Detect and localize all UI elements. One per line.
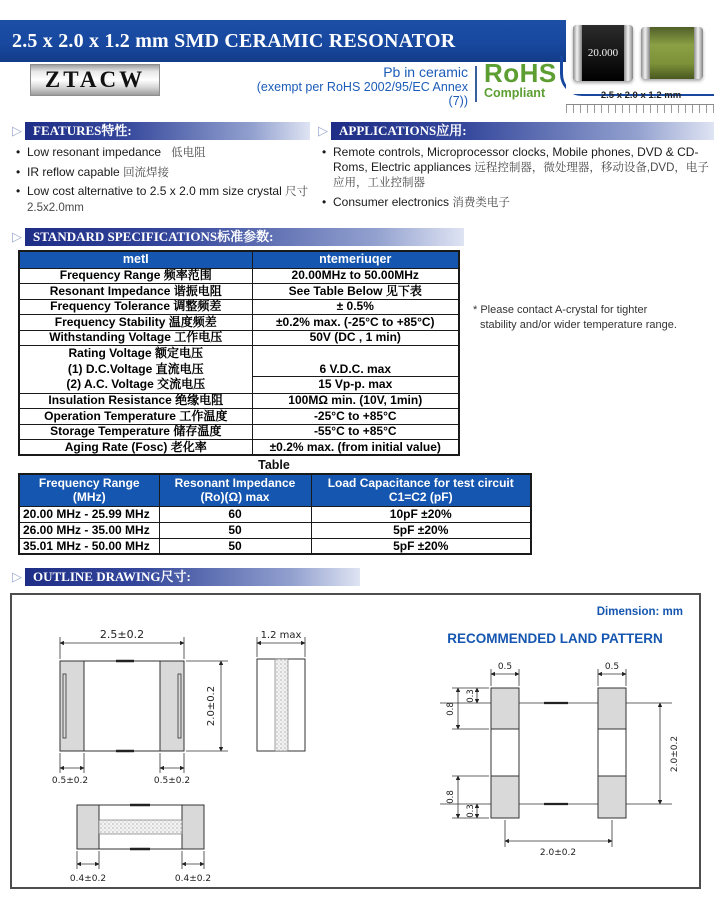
- specifications-heading: STANDARD SPECIFICATIONS标准参数:: [25, 228, 464, 246]
- spec-row: [19, 268, 459, 284]
- rohs-badge: [484, 60, 564, 100]
- spec-col-item: metI: [19, 251, 252, 268]
- chip-terminal: [641, 27, 650, 79]
- dim-label: 2.5±0.2: [99, 628, 145, 641]
- spec-label: Operation Temperature 工作温度: [19, 409, 252, 425]
- spec-label: Withstanding Voltage 工作电压: [19, 330, 252, 346]
- freq-table: [18, 473, 532, 555]
- chip-frequency-marking: 20.000: [587, 46, 619, 59]
- top-side-view-drawing: [32, 607, 347, 797]
- size-caption: 2.5 x 2.0 x 1.2 mm: [600, 90, 682, 101]
- applications-heading: APPLICATIONS应用:: [331, 122, 714, 140]
- feature-text-cn: 尺寸2.5x2.0mm: [27, 186, 309, 214]
- land-pattern-title: RECOMMENDED LAND PATTERN: [447, 631, 663, 646]
- freq-header-row: [19, 474, 531, 506]
- spec-label: Insulation Resistance 绝缘电阻: [19, 393, 252, 409]
- dim-label: 0.5: [497, 662, 513, 672]
- page-title: 2.5 x 2.0 x 1.2 mm SMD CERAMIC RESONATOR: [12, 30, 456, 52]
- list-item: [322, 195, 710, 211]
- spec-value: -55°C to +85°C: [252, 424, 459, 440]
- features-section-header: [12, 122, 310, 140]
- header-line: (Ro)(Ω) max: [200, 490, 270, 505]
- header-bar: [0, 20, 572, 62]
- feature-text-cn: 回流焊接: [123, 166, 170, 179]
- header-line: (MHz): [72, 490, 106, 505]
- product-photo: [566, 12, 714, 94]
- header-line: Load Capacitance for test circuit: [327, 476, 514, 491]
- list-item: [16, 145, 316, 161]
- chevron-right-icon: ▷: [12, 229, 22, 244]
- spec-value: ± 0.5%: [252, 299, 459, 315]
- pb-line: (exempt per RoHS 2002/95/EC Annex (7)): [256, 80, 468, 108]
- spec-row: [19, 299, 459, 315]
- spec-header-row: [19, 251, 459, 268]
- spec-voltage-group-row: [19, 346, 459, 394]
- table-row: [19, 538, 531, 554]
- freq-col-header: [311, 474, 531, 506]
- table-row: [19, 522, 531, 538]
- spec-value: ±0.2% max. (from initial value): [252, 440, 459, 456]
- spec-value: ±0.2% max. (-25°C to +85°C): [252, 315, 459, 331]
- spec-value: 100MΩ min. (10V, 1min): [252, 393, 459, 409]
- spec-row: [19, 409, 459, 425]
- note-line: * Please contact A-crystal for tighter: [473, 304, 648, 316]
- spec-row: [19, 393, 459, 409]
- outline-drawing-box: [10, 593, 701, 889]
- spec-value-line: 15 Vp-p. max: [318, 377, 393, 391]
- spec-value-line: [253, 346, 459, 362]
- spec-label: Frequency Tolerance 调整频差: [19, 299, 252, 315]
- chip-terminal: [694, 27, 703, 79]
- spec-value-line: 6 V.D.C. max: [253, 362, 459, 378]
- spec-value: 50V (DC , 1 min): [252, 330, 459, 346]
- header-line: C1=C2 (pF): [388, 490, 453, 505]
- resonator-photo-green: [641, 27, 703, 79]
- ruler-graphic: [566, 104, 714, 113]
- spec-table: [18, 250, 460, 456]
- rohs-compliant-label: Compliant: [484, 86, 546, 100]
- note-line: stability and/or wider temperature range.: [480, 319, 677, 331]
- dim-label: 0.4±0.2: [174, 874, 212, 884]
- spec-row: [19, 330, 459, 346]
- header-line: Resonant Impedance: [174, 476, 296, 491]
- application-text: Remote controls, Microprocessor clocks, Mobile phones, DVD & CD-Roms, Electric appliances: [333, 145, 699, 174]
- chevron-right-icon: ▷: [12, 123, 22, 138]
- cell-impedance: 50: [159, 538, 311, 554]
- spec-label: Storage Temperature 储存温度: [19, 424, 252, 440]
- list-item: [322, 145, 710, 191]
- feature-text-cn: 低电阻: [171, 147, 206, 159]
- rohs-label: RoHS: [484, 58, 557, 88]
- feature-text: Low cost alternative to 2.5 x 2.0 mm size crystal: [27, 184, 282, 198]
- vertical-divider: [475, 66, 477, 102]
- spec-label: Frequency Stability 温度频差: [19, 315, 252, 331]
- spec-label: Resonant Impedance 谐振电阻: [19, 284, 252, 300]
- dim-label: 0.8: [446, 702, 456, 716]
- cell-load-capacitance: 10pF ±20%: [311, 506, 531, 522]
- feature-text: Low resonant impedance: [27, 145, 162, 159]
- spec-label-line: Rating Voltage 额定电压: [68, 346, 203, 360]
- dim-label: 2.0±0.2: [206, 685, 217, 727]
- freq-col-header: [159, 474, 311, 506]
- resonator-photo-black: [573, 25, 633, 81]
- specifications-section-header: [12, 228, 464, 246]
- spec-row: [19, 440, 459, 456]
- dim-label: 0.3: [466, 689, 476, 703]
- dim-label: 1.2 max: [260, 630, 302, 641]
- features-heading: FEATURES特性:: [25, 122, 310, 140]
- dim-label: 2.0±0.2: [539, 848, 577, 858]
- spec-row: [19, 315, 459, 331]
- series-logo: ZTACW: [30, 64, 160, 96]
- chevron-right-icon: ▷: [318, 123, 328, 138]
- outline-heading: OUTLINE DRAWING尺寸:: [25, 568, 360, 586]
- spec-value: See Table Below 见下表: [252, 284, 459, 300]
- spec-label: Aging Rate (Fosc) 老化率: [19, 440, 252, 456]
- spec-label-line: (2) A.C. Voltage 交流电压: [66, 377, 206, 391]
- spec-label-line: (1) D.C.Voltage 直流电压: [67, 361, 204, 376]
- freq-table-caption: Table: [258, 458, 290, 472]
- spec-row: [19, 284, 459, 300]
- dim-label: 0.3: [466, 804, 476, 818]
- dim-label: 0.5: [604, 662, 620, 672]
- outline-section-header: [12, 568, 360, 586]
- application-text-cn: 消费类电子: [452, 196, 510, 209]
- contact-note: [473, 303, 705, 333]
- cell-impedance: 60: [159, 506, 311, 522]
- cell-frequency-range: 26.00 MHz - 35.00 MHz: [19, 522, 159, 538]
- features-list: [16, 145, 316, 219]
- application-text: Consumer electronics: [333, 194, 450, 209]
- pb-exemption-note: [240, 64, 468, 108]
- dim-label: 0.4±0.2: [69, 874, 107, 884]
- list-item: [16, 165, 316, 181]
- cell-frequency-range: 35.01 MHz - 50.00 MHz: [19, 538, 159, 554]
- spec-label: [19, 346, 252, 394]
- spec-value: [252, 346, 459, 394]
- freq-col-header: [19, 474, 159, 506]
- bottom-view-drawing: [32, 795, 347, 889]
- applications-section-header: [318, 122, 714, 140]
- spec-row: [19, 424, 459, 440]
- spec-col-requirement: ntemeriuqer: [252, 251, 459, 268]
- dim-label: 0.8: [446, 790, 456, 804]
- list-item: [16, 184, 316, 215]
- application-text-cn: 远程控制器，微处理器，移动设备,DVD，电子应用，工业控制器: [333, 161, 709, 189]
- land-pattern-drawing: [432, 655, 696, 883]
- cell-load-capacitance: 5pF ±20%: [311, 522, 531, 538]
- feature-text: IR reflow capable: [27, 164, 120, 179]
- spec-value: 20.00MHz to 50.00MHz: [252, 268, 459, 284]
- header-line: Frequency Range: [38, 476, 140, 491]
- dim-label: 0.5±0.2: [153, 776, 191, 786]
- cell-impedance: 50: [159, 522, 311, 538]
- cell-load-capacitance: 5pF ±20%: [311, 538, 531, 554]
- pb-line: Pb in ceramic: [383, 64, 468, 80]
- dimension-unit-note: Dimension: mm: [596, 606, 683, 618]
- dim-label: 2.0±0.2: [670, 735, 680, 773]
- spec-label: Frequency Range 频率范围: [19, 268, 252, 284]
- applications-list: [322, 145, 710, 214]
- cell-frequency-range: 20.00 MHz - 25.99 MHz: [19, 506, 159, 522]
- spec-value: -25°C to +85°C: [252, 409, 459, 425]
- dim-label: 0.5±0.2: [51, 776, 89, 786]
- table-row: [19, 506, 531, 522]
- chevron-right-icon: ▷: [12, 569, 22, 584]
